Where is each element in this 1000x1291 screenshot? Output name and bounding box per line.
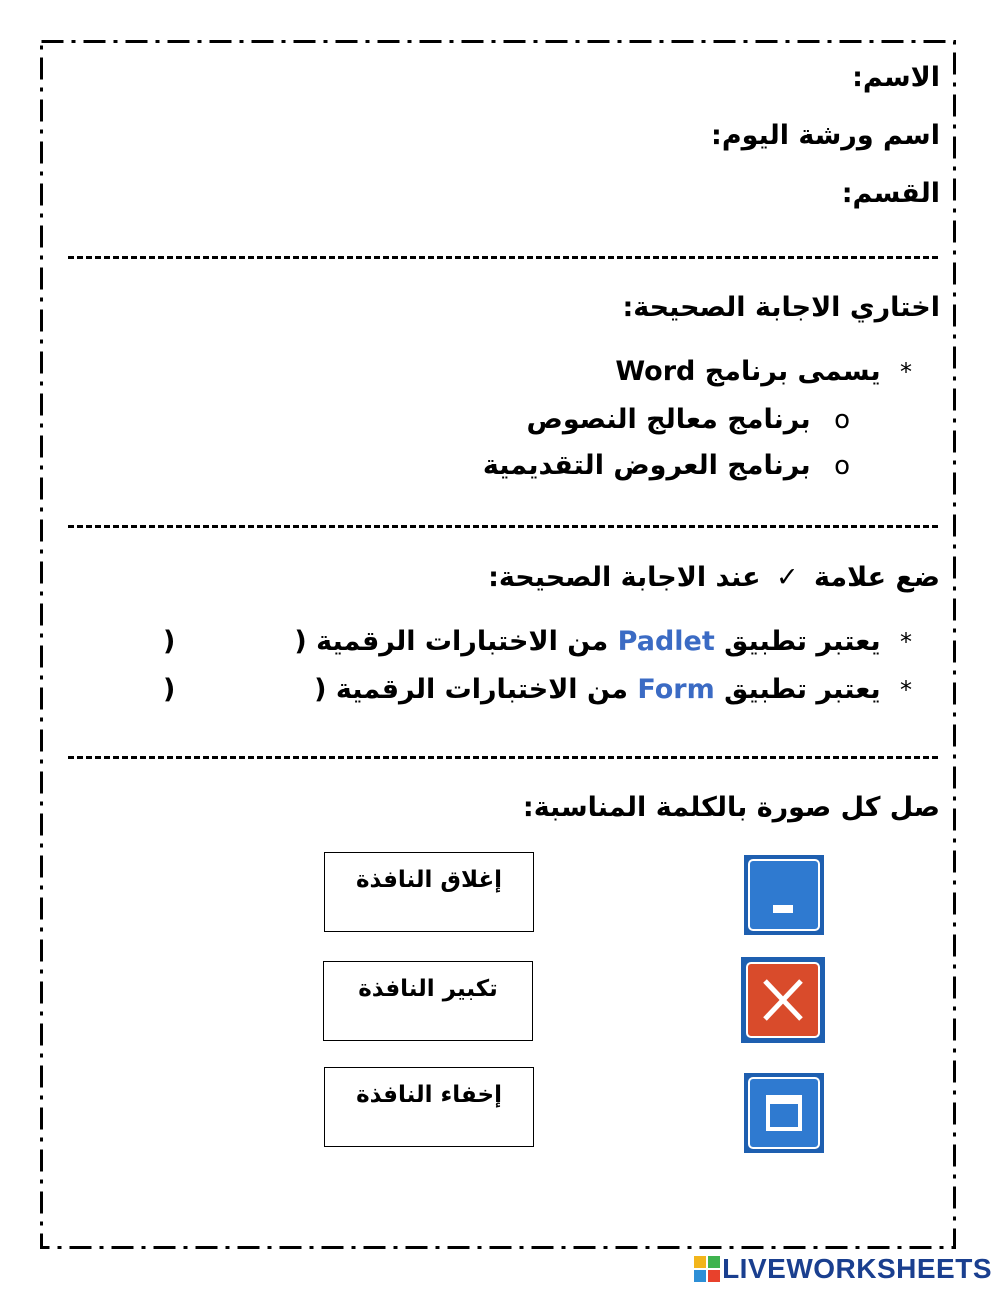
divider	[68, 525, 938, 528]
name-label: الاسم:	[852, 62, 940, 93]
divider	[68, 756, 938, 759]
section1-title: اختاري الاجابة الصحيحة:	[622, 292, 940, 323]
bullet: *	[900, 676, 912, 704]
bullet: *	[900, 628, 912, 656]
radio-option-icon[interactable]: o	[834, 405, 850, 435]
radio-option-icon[interactable]: o	[834, 451, 850, 481]
answer-slot-padlet[interactable]	[190, 628, 300, 662]
section2-title-part1: ضع علامة	[814, 562, 940, 593]
section3-title: صل كل صورة بالكلمة المناسبة:	[522, 792, 940, 823]
answer-close-paren: )	[163, 674, 176, 705]
check-icon: ✓	[775, 562, 799, 593]
question-text: يسمى برنامج	[704, 356, 881, 387]
option-label: برنامج العروض التقديمية	[482, 450, 811, 481]
app-name-form: Form	[637, 674, 715, 705]
liveworksheets-logo	[694, 1253, 992, 1285]
statement-before: يعتبر تطبيق	[724, 626, 881, 657]
brand-name: LIVEWORKSHEETS	[722, 1253, 992, 1284]
statement-after: من الاختبارات الرقمية (	[294, 626, 609, 657]
match-word-maximize[interactable]: تكبير النافذة	[323, 961, 533, 1041]
app-name-padlet: Padlet	[617, 626, 715, 657]
option-label: برنامج معالج النصوص	[526, 404, 811, 435]
bullet: *	[900, 358, 912, 386]
liveworksheets-logo-icon	[694, 1256, 720, 1282]
match-word-hide[interactable]: إخفاء النافذة	[324, 1067, 534, 1147]
statement-after: من الاختبارات الرقمية (	[314, 674, 628, 705]
department-label: القسم:	[841, 178, 940, 209]
match-word-close[interactable]: إغلاق النافذة	[324, 852, 534, 932]
answer-close-paren: )	[163, 626, 176, 657]
statement-before: يعتبر تطبيق	[724, 674, 881, 705]
workshop-label: اسم ورشة اليوم:	[711, 120, 940, 151]
answer-slot-form[interactable]	[190, 676, 320, 710]
minimize-window-icon[interactable]	[744, 855, 824, 935]
option-presentation[interactable]	[483, 450, 850, 482]
section2-title	[488, 562, 940, 594]
maximize-window-icon[interactable]	[744, 1073, 824, 1153]
question-word	[615, 356, 912, 388]
section2-title-part2: عند الاجابة الصحيحة:	[488, 562, 761, 593]
close-window-icon[interactable]	[741, 957, 825, 1043]
question-word-name: Word	[615, 356, 696, 387]
divider	[68, 256, 938, 259]
option-text-processor[interactable]	[527, 404, 850, 436]
statement-padlet	[294, 626, 912, 658]
statement-form	[314, 674, 912, 706]
